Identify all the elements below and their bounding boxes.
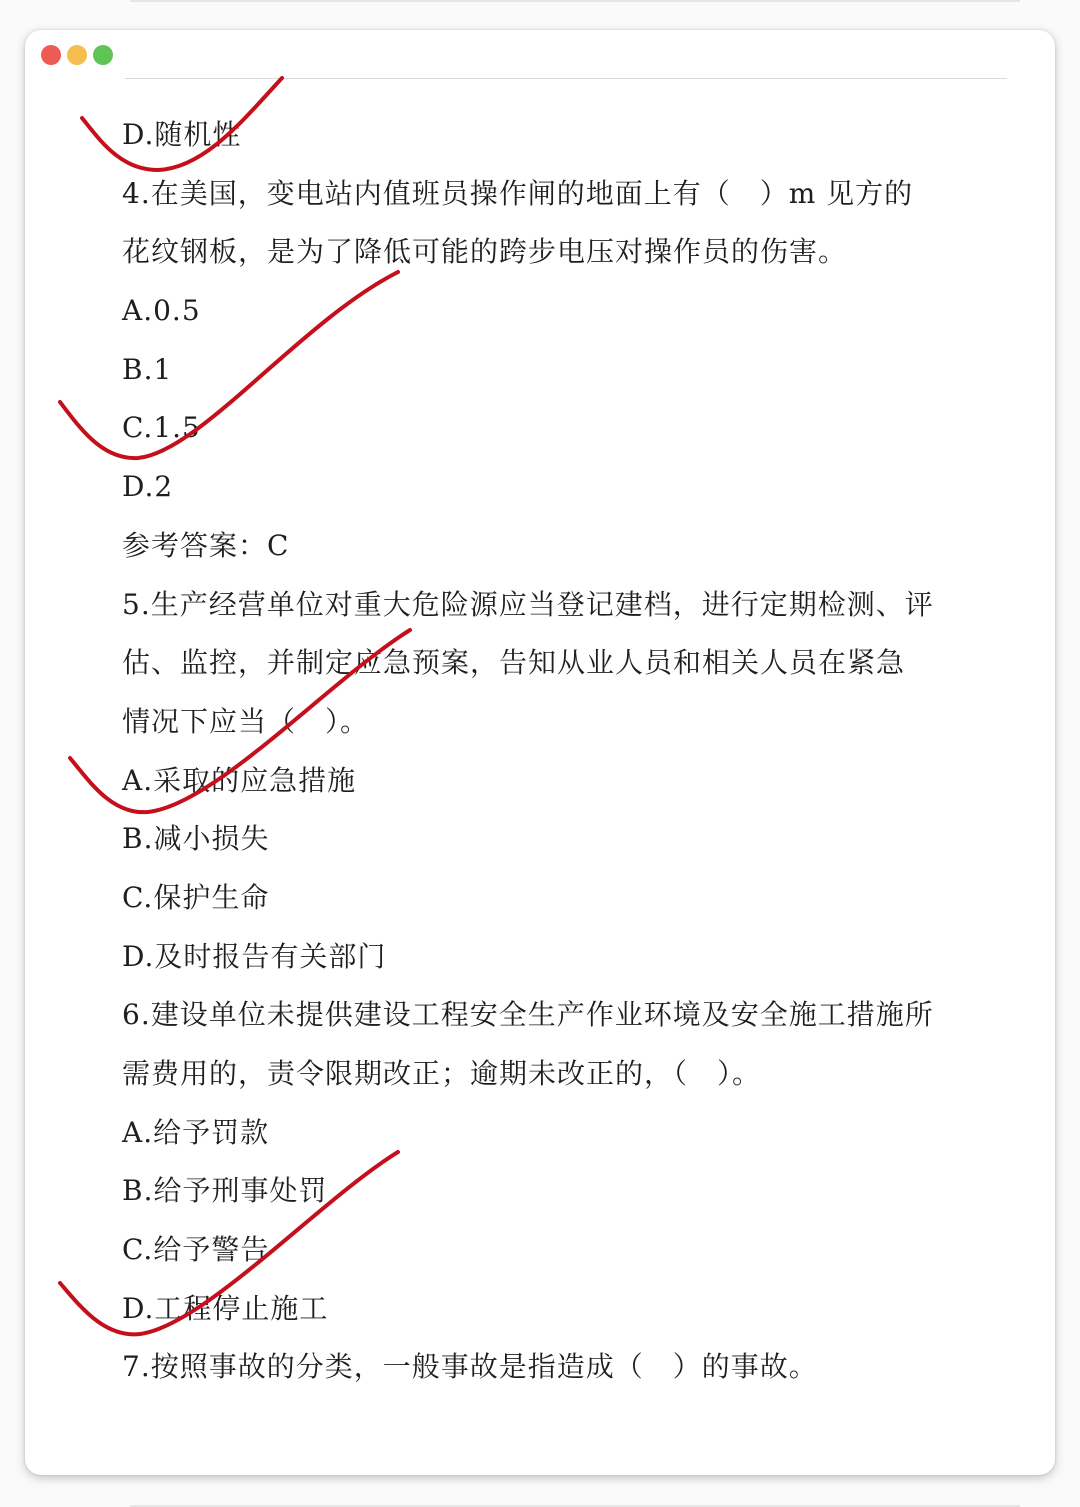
option-line: C.给予警告 [122,1233,270,1267]
option-line: D.及时报告有关部门 [122,939,387,973]
option-line: A.给予罚款 [122,1115,270,1149]
option-line: D.2 [122,470,174,504]
titlebar-divider [125,78,1007,79]
option-line: D.随机性 [122,118,242,151]
option-line: C.保护生命 [122,880,270,914]
option-line: A.0.5 [122,294,201,328]
option-line: B.给予刑事处罚 [122,1174,328,1208]
close-button[interactable] [41,45,61,65]
zoom-button[interactable] [93,45,113,65]
answer-line: 参考答案：C [122,528,290,562]
window-titlebar [25,30,1055,78]
option-line: C.1.5 [122,411,201,445]
option-line: A.采取的应急措施 [122,763,357,797]
question-line: 7.按照事故的分类，一般事故是指造成（ ）的事故。 [122,1350,818,1384]
page-edge-top [130,0,1020,2]
question-line: 需费用的，责令限期改正；逾期未改正的，（ ）。 [122,1057,762,1090]
question-line: 估、监控，并制定应急预案，告知从业人员和相关人员在紧急 [122,646,906,680]
option-line: B.减小损失 [122,822,270,856]
question-line: 4.在美国，变电站内值班员操作闸的地面上有（ ）m 见方的 [122,176,914,210]
question-line: 6.建设单位未提供建设工程安全生产作业环境及安全施工措施所 [122,998,934,1032]
exam-text [122,106,1002,1397]
browser-window [25,30,1055,1475]
option-line: D.工程停止施工 [122,1291,329,1325]
question-line: 5.生产经营单位对重大危险源应当登记建档，进行定期检测、评 [122,587,934,621]
minimize-button[interactable] [67,45,87,65]
question-line: 花纹钢板，是为了降低可能的跨步电压对操作员的伤害。 [122,235,848,269]
question-line: 情况下应当（ ）。 [122,704,370,738]
option-line: B.1 [122,352,173,386]
